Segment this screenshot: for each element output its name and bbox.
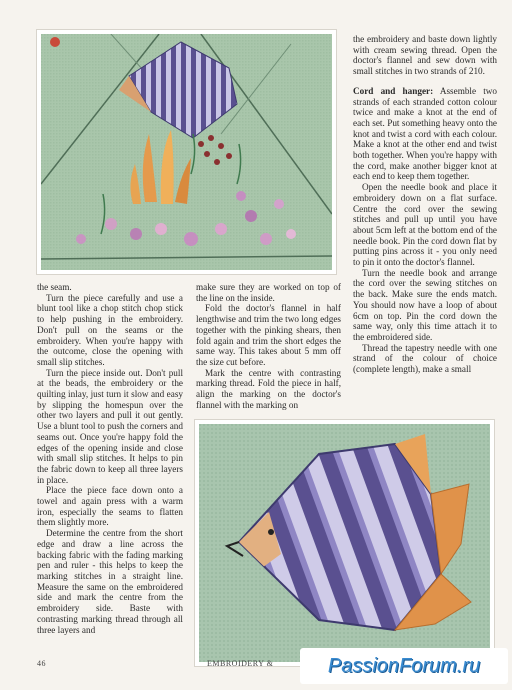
paragraph: Place the piece face down onto a towel and again press with a warm iron, especially the seams to flatten them slightly more. [37,485,183,528]
seabed-embroidery-image [41,34,332,270]
paragraph: make sure they are worked on top of the line on the inside. [196,282,341,303]
paragraph-body: Assemble two strands of each stranded cotton colour twice and make a knot at the end of each set. Put something heavy onto the knot and twist a cord with each colour. Make a knot at the other end and twist both together. When you're happy with the cord, make another bigger knot at each end to keep them together. [353,85,497,182]
paragraph: Open the needle book and place it embroidery down on a flat surface. Centre the cord over the sewing stitches and pull up until you have about 5cm left at the bottom end of the needle book. Pin the cord down flat by putting pins across it - you only need to pin it onto the doctor's flannel. [353,182,497,268]
paragraph: Thread the tapestry needle with one strand of the colour of choice (complete length), make a small [353,342,497,375]
text-column-1 [37,282,183,635]
paragraph-cord-and-hanger [353,86,497,182]
page-number: 46 [37,659,46,668]
text-column-2 [196,282,341,410]
embroidery-photo-fish-closeup [195,420,494,666]
embroidery-photo-seabed [37,30,336,274]
paragraph: Turn the needle book and arrange the cord over the sewing stitches on the back. Make sure the ends match. You should now have a loop of about 6cm on top. Pin the cord down the same way, only this time attach it to the embroidered side. [353,267,497,342]
paragraph: Determine the centre from the short edge and draw a line across the backing fabric with the fading marking pen and ruler - this helps to keep the marking stitches in a straight line. Measure the same on the embroidered side and mark the centre from the embroidery side. Baste with contrasting marking thread through all three layers and [37,528,183,635]
running-title: EMBROIDERY & [207,659,274,668]
fish-closeup-image [199,424,490,662]
section-heading: Cord and hanger: [353,85,434,96]
site-watermark: PassionForum.ru [300,648,508,684]
paragraph: Fold the doctor's flannel in half lengthwise and trim the two long edges together with the pinking shears, then fold again and trim the short edges the same way. This takes about 5 mm off the size cut before. [196,303,341,367]
paragraph: the embroidery and baste down lightly with cream sewing thread. Open the doctor's flannel and sew down with small stitches in two strands of 210. [353,34,497,77]
text-column-3 [353,34,497,375]
paragraph: Turn the piece carefully and use a blunt tool like a chop stitch chop stick to help pushing in the embroidery. Don't pull on the seams or the embroidery. When you're happy with the outcome, close the opening with small slip stitches. [37,292,183,367]
paragraph: Mark the centre with contrasting marking thread. Fold the piece in half, align the marking on the doctor's flannel with the marking on [196,367,341,410]
paragraph: the seam. [37,282,72,292]
paragraph: Turn the piece inside out. Don't pull at the beads, the embroidery or the quilting inlay, just turn it slow and easy by slipping the homespun over the other two layers and pull it out gently. Use a blunt tool to push the corners and seams out. Once you're happy fold the edges of the opening inside and close with small slip stitches. It helps to pin the fabric down to keep all three layers in place. [37,367,183,485]
